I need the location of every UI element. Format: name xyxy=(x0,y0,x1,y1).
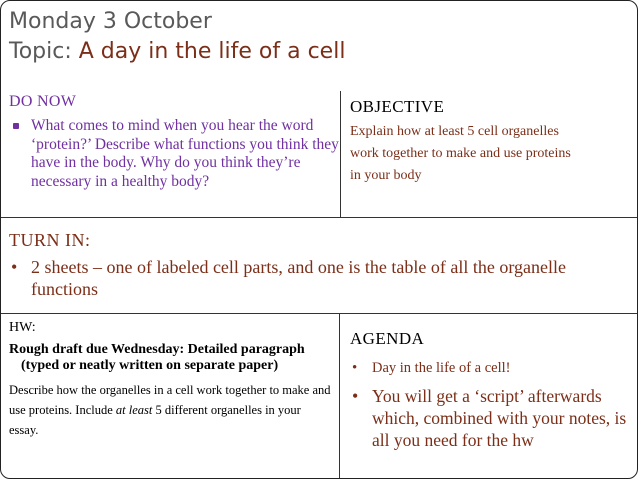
homework-description-part2: 5 different organelles in your essay. xyxy=(9,403,301,437)
agenda-section xyxy=(350,329,632,451)
turn-in-item xyxy=(9,256,629,300)
homework-rough-draft: Rough draft due Wednesday: Detailed paragraph (typed or neatly written on separate paper) xyxy=(9,342,305,373)
bullet-dot-icon: • xyxy=(11,257,18,277)
topic-title: A day in the life of a cell xyxy=(78,39,346,64)
agenda-item xyxy=(350,385,632,451)
do-now-heading: DO NOW xyxy=(9,93,77,110)
agenda-item-text: Day in the life of a cell! xyxy=(372,360,511,376)
objective-heading: OBJECTIVE xyxy=(350,97,445,116)
objective-text: Explain how at least 5 cell organelles work together to make and use proteins in your body xyxy=(350,124,571,183)
do-now-section xyxy=(9,93,339,217)
agenda-item-text: You will get a ‘script’ afterwards which, combined with your notes, is all you need for the hw xyxy=(372,386,627,450)
homework-description-part1: Describe how the organelles in a cell work together to make and use proteins. Include xyxy=(9,383,331,417)
divider-vertical-bottom xyxy=(339,313,340,478)
do-now-item xyxy=(9,117,339,191)
agenda-heading: AGENDA xyxy=(350,329,425,348)
square-bullet-icon xyxy=(13,123,19,129)
objective-section xyxy=(350,97,580,187)
bullet-dot-icon: • xyxy=(352,360,358,376)
agenda-item xyxy=(350,359,632,377)
do-now-text: What comes to mind when you hear the word ‘protein?’ Describe what functions you think they have in the body. Why do you think they’re necessary in a healthy body? xyxy=(31,117,339,190)
homework-description-at-least: at least xyxy=(115,403,153,417)
divider-vertical-top xyxy=(340,91,341,217)
topic-label: Topic: xyxy=(9,39,79,64)
homework-section xyxy=(9,319,331,440)
topic-line xyxy=(9,37,345,67)
turn-in-section xyxy=(9,230,629,300)
homework-description xyxy=(9,380,331,440)
divider-horizontal-upper xyxy=(1,217,637,218)
slide-header xyxy=(9,7,345,67)
divider-horizontal-lower xyxy=(1,313,637,314)
date-title: Monday 3 October xyxy=(9,9,212,34)
turn-in-text: 2 sheets – one of labeled cell parts, and one is the table of all the organelle functions xyxy=(31,257,566,299)
turn-in-heading: TURN IN: xyxy=(9,230,91,250)
homework-heading: HW: xyxy=(9,320,36,335)
bullet-dot-icon: • xyxy=(352,386,359,406)
